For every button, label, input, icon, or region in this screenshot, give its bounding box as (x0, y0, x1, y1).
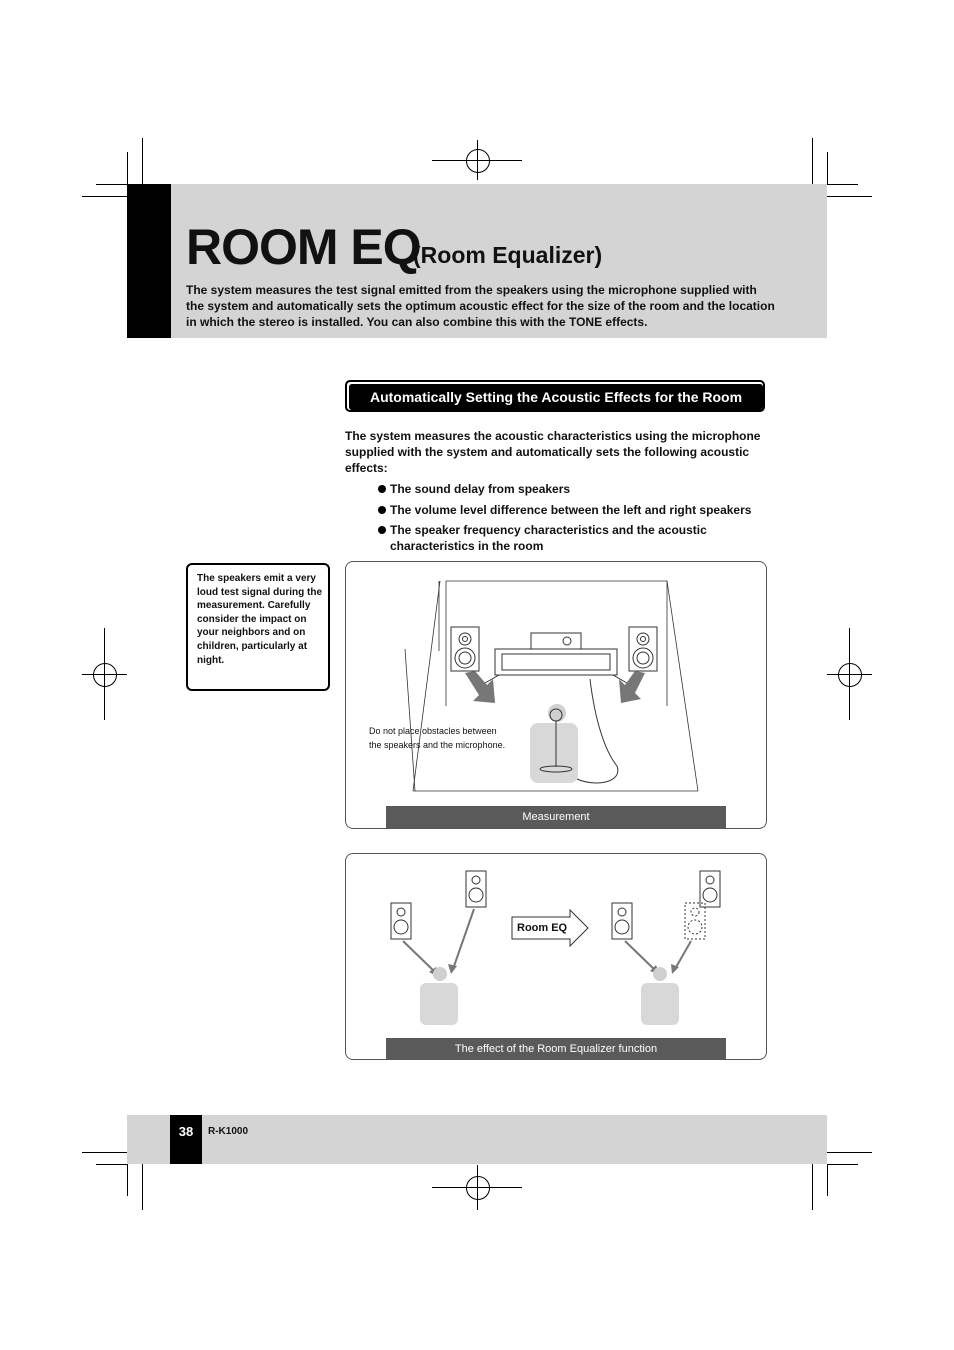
section-heading: Automatically Setting the Acoustic Effects for the Room (ROOM EQ) (369, 389, 743, 431)
list-item-text: The sound delay from speakers (390, 482, 571, 496)
crop-mark (827, 1164, 858, 1165)
list-item-text: The speaker frequency characteristics and the acoustic characteristics in the room (390, 523, 707, 553)
page-title: ROOM EQ (186, 219, 421, 275)
crop-mark (827, 1152, 872, 1153)
speaker-icon (700, 871, 720, 907)
registration-mark (466, 1176, 490, 1200)
listener-icon (641, 967, 679, 1025)
room-eq-label: Room EQ (517, 922, 568, 934)
crop-mark (127, 152, 128, 184)
sound-path-icon (625, 941, 656, 971)
crop-mark (96, 1164, 127, 1165)
page-number: 38 (178, 1124, 194, 1139)
measurement-caption: Measurement (386, 806, 726, 828)
crop-mark (827, 196, 872, 197)
measurement-illustration (345, 561, 767, 829)
footer-band (127, 1115, 827, 1164)
crop-mark (82, 196, 127, 197)
speaker-icon (466, 871, 486, 907)
stereo-unit-icon (485, 633, 627, 683)
section-body: The system measures the acoustic characteristics using the microphone supplied with the system and automatically sets the following acoustic effects: (345, 429, 761, 475)
left-speaker-icon (451, 627, 479, 671)
list-item-text: The volume level difference between the left and right speakers (390, 503, 752, 517)
sound-path-icon (403, 941, 436, 973)
list-item (378, 481, 758, 497)
room-eq-effect-caption: The effect of the Room Equalizer function (386, 1038, 726, 1060)
speaker-icon (391, 903, 411, 939)
right-speaker-icon (629, 627, 657, 671)
sound-arrow-left-icon (465, 671, 495, 703)
warning-text: The speakers emit a very loud test signal during the measurement. Carefully consider the impact on your neighbors and on children, particularly at night. (197, 573, 322, 666)
crop-mark (127, 1164, 128, 1196)
sound-arrow-right-icon (619, 671, 645, 703)
header-tab (127, 184, 171, 338)
crop-mark (827, 1164, 828, 1196)
bullet-icon (378, 506, 386, 514)
listener-icon (420, 967, 458, 1025)
list-item (378, 522, 708, 554)
crop-mark (827, 152, 828, 184)
crop-mark (827, 184, 858, 185)
bullet-icon (378, 485, 386, 493)
crop-mark (142, 138, 143, 184)
obstacle-note: Do not place obstacles between the speakers and the microphone. (369, 726, 506, 750)
crop-mark (142, 1164, 143, 1210)
registration-mark (466, 149, 490, 173)
page-subtitle: (Room Equalizer) (413, 242, 603, 268)
crop-mark (82, 1152, 127, 1153)
intro-text: The system measures the test signal emitted from the speakers using the microphone supplied with the system and automatically sets the optimum acoustic effect for the size of the room and the location in which the stereo is installed. You can also combine this with the TONE effects. (186, 283, 775, 329)
speaker-icon (612, 903, 632, 939)
registration-mark (93, 663, 117, 687)
bullet-icon (378, 526, 386, 534)
virtual-speaker-icon (685, 903, 705, 939)
crop-mark (812, 1164, 813, 1210)
model-name: R-K1000 (208, 1126, 249, 1137)
list-item (378, 502, 758, 518)
crop-mark (812, 138, 813, 184)
room-eq-effect-illustration (345, 853, 767, 1060)
crop-mark (96, 184, 127, 185)
listener-icon (530, 704, 578, 783)
registration-mark (838, 663, 862, 687)
